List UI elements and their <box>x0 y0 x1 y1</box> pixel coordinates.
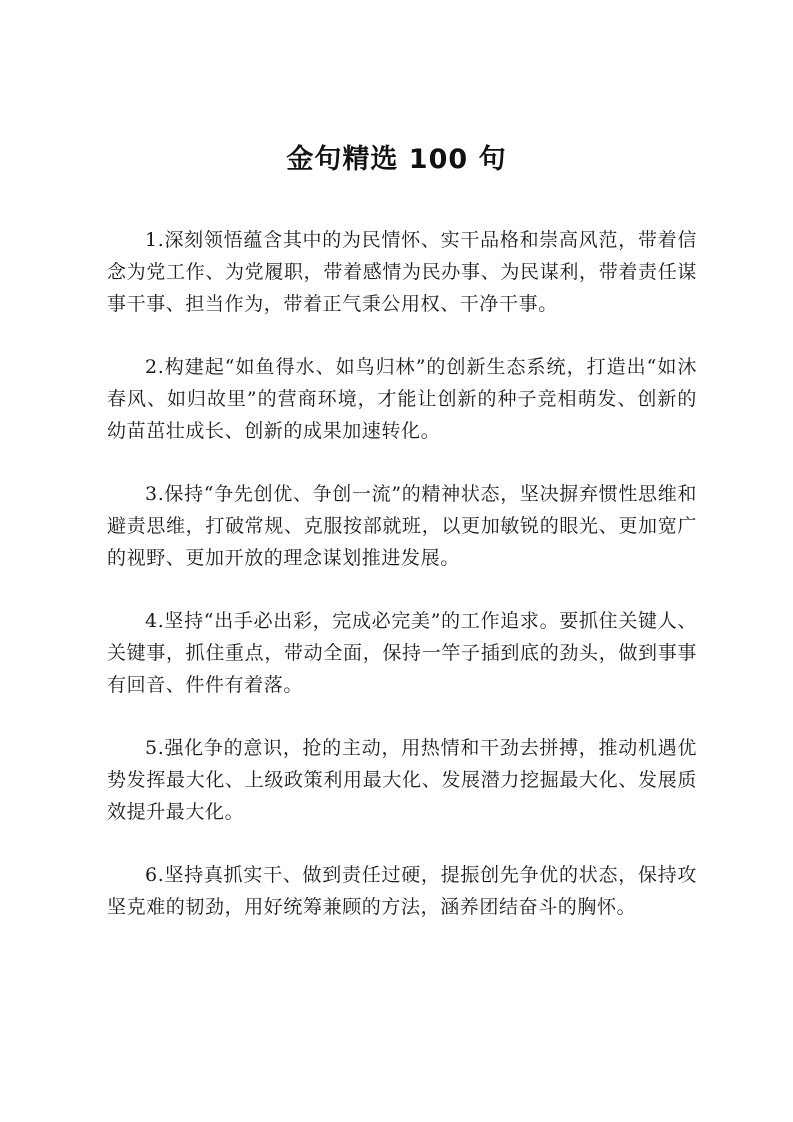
paragraph-4: 4.坚持“出手必出彩，完成必完美”的工作追求。要抓住关键人、关键事，抓住重点，带动全面，保持一竿子插到底的劲头，做到事事有回音、件件有着落。 <box>107 610 697 696</box>
document-body <box>107 224 697 954</box>
paragraph-2: 2.构建起“如鱼得水、如鸟归林”的创新生态系统，打造出“如沐春风、如归故里”的营商环境，才能让创新的种子竞相萌发、创新的幼苗茁壮成长、创新的成果加速转化。 <box>107 356 697 442</box>
paragraph-5: 5.强化争的意识，抢的主动，用热情和干劲去拼搏，推动机遇优势发挥最大化、上级政策利用最大化、发展潜力挖掘最大化、发展质效提升最大化。 <box>107 737 697 823</box>
page-title: 金句精选 100 句 <box>286 144 507 175</box>
paragraph-1: 1.深刻领悟蕴含其中的为民情怀、实干品格和崇高风范，带着信念为党工作、为党履职，带着感情为民办事、为民谋利，带着责任谋事干事、担当作为，带着正气秉公用权、干净干事。 <box>107 229 697 315</box>
paragraph-3: 3.保持“争先创优、争创一流”的精神状态，坚决摒弃惯性思维和避责思维，打破常规、克服按部就班，以更加敏锐的眼光、更加宽广的视野、更加开放的理念谋划推进发展。 <box>107 483 697 569</box>
paragraph-6: 6.坚持真抓实干、做到责任过硬，提振创先争优的状态，保持攻坚克难的韧劲，用好统筹兼顾的方法，涵养团结奋斗的胸怀。 <box>107 864 697 918</box>
